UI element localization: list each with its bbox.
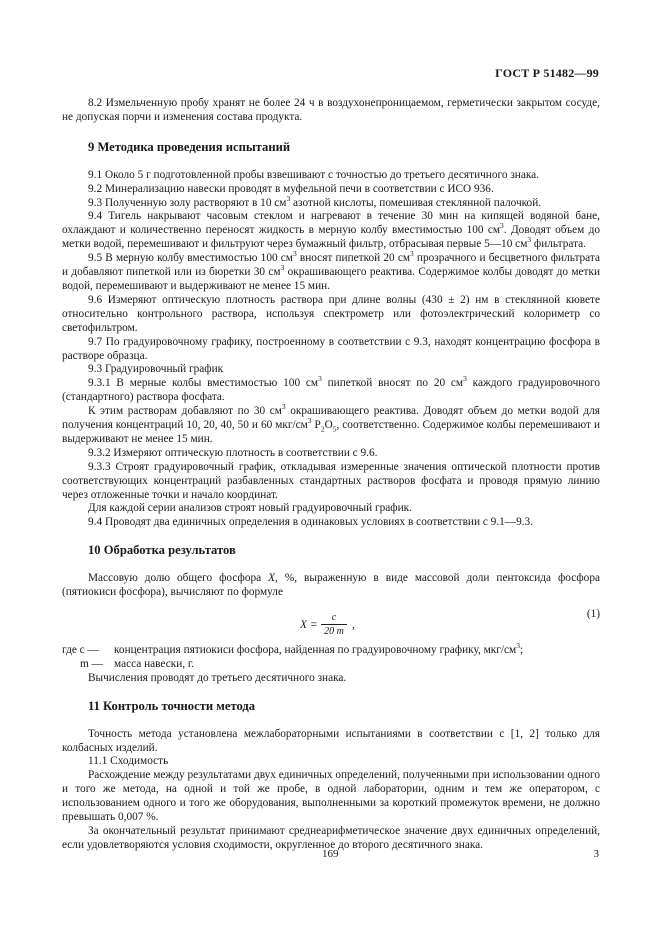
formula-legend (62, 641, 600, 672)
text-run: O (324, 419, 333, 432)
paragraph-9-2: 9.2 Минерализацию навески проводят в муфельной печи в соответствии с ИСО 936. (88, 182, 494, 195)
text-run: К этим растворам добавляют по 30 см (88, 405, 282, 418)
text-run: азотной кислоты, помешивая стеклянной палочкой. (290, 196, 542, 209)
paragraph-9-4 (62, 210, 600, 252)
formula-fraction (321, 612, 347, 637)
superscript: 3 (286, 193, 291, 203)
formula-1 (62, 604, 600, 644)
text-run: 9.5 В мерную колбу вместимостью 100 см (88, 252, 293, 265)
paragraph-11-1: 11.1 Сходимость (88, 755, 169, 768)
text-run: окрашивающего реактива. Доводят объем до метки водой для получения концентраций 10, 20, 40, 50 и 60 мкг/см (62, 405, 600, 432)
text-run: Массовую долю общего фосфора (88, 572, 269, 585)
text-run: , соответственно. Содержимое колбы перемешивают и выдерживают не менее 15 мин. (62, 419, 601, 445)
legend-text (114, 641, 600, 658)
document-body (62, 97, 600, 853)
formula-number: (1) (586, 608, 600, 620)
paragraph-9-7: 9.7 По градуировочному графику, построенному в соответствии с 9.3, находят концентрацию фосфора в растворе образца. (62, 335, 600, 362)
paragraph-11-final-result: За окончательный результат принимают среднеарифметическое значение двух единичных определений, если удовлетворяются условия сходимости, округленное до второго десятичного знака. (62, 824, 600, 851)
superscript: 3 (281, 402, 286, 412)
text-run: , %, выраженную в виде массовой доли пентоксида фосфора (пятиокиси фосфора), вычисляют по формуле (62, 572, 600, 599)
formula-denominator: 20 m (324, 626, 344, 637)
superscript: 3 (292, 249, 297, 259)
superscript: 3 (280, 263, 285, 273)
formula-lhs: X = (300, 619, 318, 631)
paragraph-9-4-final: 9.4 Проводят два единичных определения в одинаковых условиях в соответствии с 9.1—9.3. (88, 516, 534, 529)
sheet-number: 3 (593, 848, 599, 860)
section-heading-11: 11 Контроль точности метода (88, 698, 256, 713)
legend-text: масса навески, г. (114, 657, 195, 670)
paragraph-8-2: 8.2 Измельченную пробу хранят не более 24 ч в воздухонепроницаемом, герметически закрытом сосуде, не допуская порчи и изменения состава продукта. (62, 97, 600, 123)
paragraph-calc-precision: Вычисления проводят до третьего десятичного знака. (88, 671, 347, 684)
superscript: 3 (527, 235, 532, 245)
text-run: вносят пипеткой 20 см (296, 252, 410, 265)
text-run: ; (519, 644, 524, 656)
text-run: 9.4 Тигель накрывают часовым стеклом и нагревают в течение 30 мин на кипящей водяной бане, охлаждают и количественно переносят жидкость в мерную колбу вместимостью 100 см (62, 210, 600, 237)
text-run: концентрация пятиокиси фосфора, найденная по градуировочному графику, мкг/см (114, 644, 517, 656)
paragraph-9-3 (62, 193, 600, 211)
paragraph-11-intro: Точность метода установлена межлабораторными испытаниями в соответствии с [1, 2] только для колбасных изделий. (62, 727, 600, 754)
text-run: фильтрата. (531, 238, 587, 251)
paragraph-9-3-3: 9.3.3 Строят градуировочный график, откладывая измеренные значения оптической плотности против соответствующих концентраций разбавленных стандартных растворов фосфата и проводя прямую линию через отложенные точки и начало координат. (62, 460, 600, 501)
superscript: 3 (516, 641, 520, 651)
paragraph-reagent (62, 402, 601, 447)
superscript: 3 (318, 374, 322, 384)
text-run: . Доводят объем до метки водой, перемешивают и фильтруют через бумажный фильтр, отбрасывая первые 5—10 см (62, 224, 600, 251)
text-run: 9.3 Полученную золу растворяют в 10 см (88, 196, 287, 209)
paragraph-9-3-graph: 9.3 Градуировочный график (88, 363, 224, 376)
paragraph-9-6: 9.6 Измеряют оптическую плотность раствора при длине волны (430 ± 2) нм в стеклянной кювете относительно контрольного раствора, используя спектрометр или фотоэлектрический колориметр со светофильтром. (62, 293, 600, 334)
superscript: 3 (500, 221, 504, 231)
paragraph-9-3-1 (62, 374, 600, 405)
paragraph-10-intro (62, 572, 600, 600)
legend-row-c (62, 641, 600, 658)
document-code-header: ГОСТ Р 51482—99 (495, 66, 599, 80)
paragraph-11-repeatability: Расхождение между результатами двух единичных определений, полученными при использовании одного и того же метода, на одной и той же пробе, в одной лаборатории, одним и тем же оператором, с использованием одного и того же оборудования, выполненными за короткий промежуток времени, не должно превышать 0,007 %. (62, 769, 600, 824)
variable-x: X (268, 572, 276, 585)
subscript: 2 (320, 424, 325, 434)
fraction-bar (321, 624, 347, 625)
legend-row-m (62, 658, 600, 672)
text-run: 9.3.1 В мерные колбы вместимостью 100 см (88, 377, 319, 390)
superscript: 3 (410, 249, 414, 259)
section-heading-10: 10 Обработка результатов (88, 543, 236, 558)
legend-symbol: где c — (62, 644, 99, 656)
text-run: окрашивающего реактива. Содержимое колбы доводят до метки водой, перемешивают и выдерживают не менее 15 мин. (62, 266, 601, 292)
paragraph-9-3-2: 9.3.2 Измеряют оптическую плотность в соответствии с 9.6. (88, 446, 378, 459)
text-run: прозрачного и бесцветного фильтрата и добавляют пипеткой или из бюретки 30 см (62, 252, 600, 279)
page-number: 169 (322, 848, 339, 860)
paragraph-each-series: Для каждой серии анализов строят новый градуировочный график. (88, 502, 412, 515)
text-run: пипеткой вносят по 20 см (321, 377, 464, 390)
section-heading-9: 9 Методика проведения испытаний (88, 139, 291, 154)
text-run: каждого градуировочного (стандартного) раствора фосфата. (62, 377, 600, 404)
subscript: 5 (332, 424, 337, 434)
superscript: 3 (307, 416, 312, 426)
paragraph-9-5 (62, 249, 601, 294)
formula-comma: , (352, 619, 355, 631)
formula-numerator: c (331, 612, 337, 623)
superscript: 3 (463, 374, 467, 384)
legend-symbol: m — (80, 657, 103, 670)
paragraph-9-1: 9.1 Около 5 г подготовленной пробы взвешивают с точностью до третьего десятичного знака. (88, 168, 539, 181)
text-run: P (311, 419, 321, 432)
